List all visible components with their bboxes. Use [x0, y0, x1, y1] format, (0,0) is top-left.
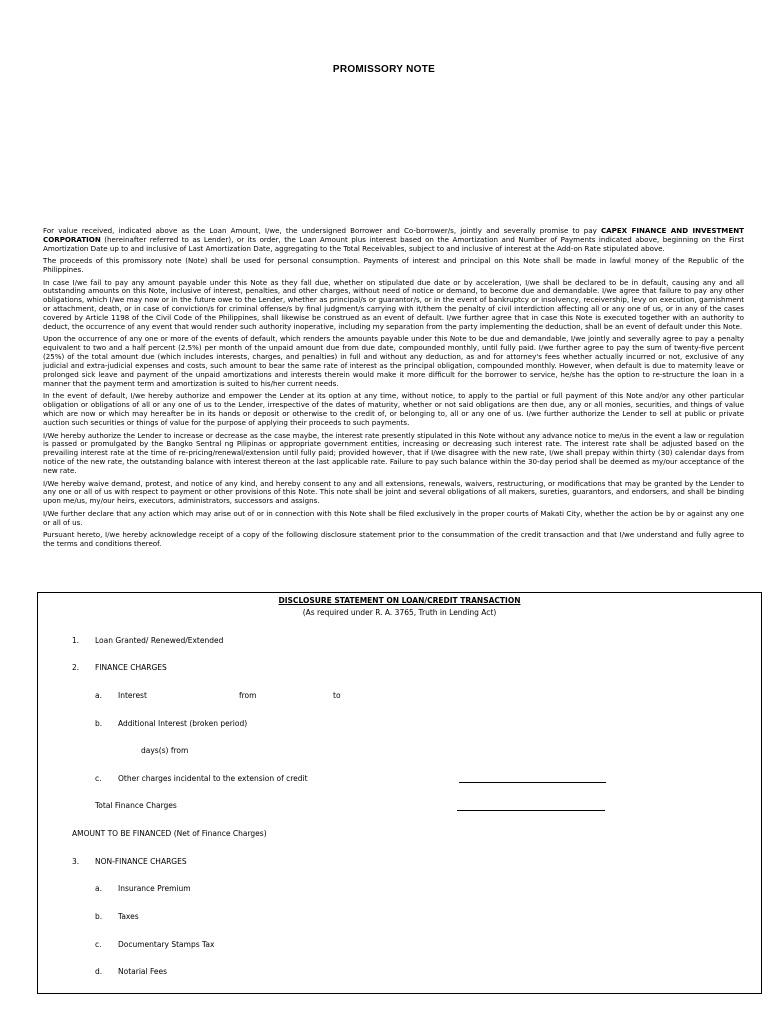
- other-charges-label: Other charges incidental to the extension of credit: [118, 774, 308, 783]
- interest-letter: a.: [95, 691, 102, 700]
- loan-granted-label: Loan Granted/ Renewed/Extended: [95, 636, 224, 645]
- interest-label: Interest: [118, 691, 147, 700]
- other-charges-letter: c.: [95, 774, 102, 783]
- other-charges-blank-line[interactable]: [459, 782, 606, 783]
- document-title: PROMISSORY NOTE: [332, 64, 436, 75]
- lender-name: CAPEX FINANCE AND INVESTMENT CORPORATION: [43, 226, 744, 244]
- paragraph-2: The proceeds of this promissory note (Note) shall be used for personal consumption. Payments of interest and principal on this Note shall be made in lawful money of the Republic of the Philippines.: [43, 256, 744, 275]
- paragraph-9: Pursuant hereto, I/we hereby acknowledge receipt of a copy of the following disclosure statement prior to the consummation of the credit transaction and that I/we understand and fully agree to the terms and conditions thereof.: [43, 530, 744, 548]
- disclosure-statement-box: [37, 592, 762, 994]
- documentary-stamps-letter: c.: [95, 940, 102, 949]
- interest-to-label: to: [333, 691, 341, 700]
- notarial-fees-letter: d.: [95, 967, 103, 976]
- item-2-number: 2.: [72, 663, 80, 672]
- paragraph-8: I/We further declare that any action which may arise out of or in connection with this Note shall be filed exclusively in the proper courts of Makati City, whether the action be by or against any one or all of us.: [43, 508, 744, 527]
- days-from-label: days(s) from: [141, 746, 189, 755]
- paragraph-4: Upon the occurrence of any one or more of the events of default, which renders the amounts payable under this Note to be due and demandable, I/we jointly and severally agree to pay a penalty equivalent to two and a half percent (2.5%) per month of the unpaid amount due from due date, compounded monthly, until fully paid. I/we further agree to pay the sum of twenty-five percent (25%) of the total amount due (which includes interests, charges, and penalties) in full and without any deduction, as and for attorney's fees whether actually incurred or not, exclusive of any judicial and extra-judicial expenses and costs, such amount to bear the same rate of interest as the principal obligation, compounded monthly. However, when default is due to maternity leave or prolonged sick leave and payment of the unpaid amortizations and interests therein would make it more difficult for the borrower to service, he/she has the option to re-structure the loan in a manner that the payment term and amortization is suited to his/her current needs.: [43, 334, 744, 388]
- additional-interest-letter: b.: [95, 719, 103, 728]
- paragraph-1-text-a: For value received, indicated above as the Loan Amount, I/we, the undersigned Borrower and Co-borrower/s, jointly and severally promise to pay: [43, 226, 601, 235]
- total-finance-charges-blank-line[interactable]: [457, 810, 605, 811]
- paragraph-1: [43, 227, 744, 254]
- disclosure-title: DISCLOSURE STATEMENT ON LOAN/CREDIT TRANSACTION: [278, 596, 521, 605]
- paragraph-7: I/We hereby waive demand, protest, and notice of any kind, and hereby consent to any and all extensions, renewals, waivers, restructuring, or modifications that may be granted by the Lender to any one or all of us with respect to payment or other provisions of this Note. This note shall be joint and several obligations of all makers, sureties, guarantors, and endorsers, and shall be binding upon me/us, my/our heirs, executors, administrators, successors and assigns.: [43, 478, 744, 506]
- paragraph-6: I/We hereby authorize the Lender to increase or decrease as the case maybe, the interest rate presently stipulated in this Note without any advance notice to me/us in the event a law or regulation is passed or promulgated by the Bangko Sentral ng Pilipinas or appropriate government entities, increasing or decreasing such interest rate. The interest rate shall be adjusted based on the prevailing interest rate at the time of re-pricing/renewal/extension until fully paid; provided however, that if I/we disagree with the new rate, I/we shall prepay within thirty (30) calendar days from notice of the new rate, the outstanding balance with interest thereon at the last applicable rate. Failure to pay such balance within the 30-day period shall be deemed as my/our acceptance of the new rate.: [43, 430, 744, 476]
- insurance-premium-letter: a.: [95, 884, 102, 893]
- disclosure-subtitle: (As required under R. A. 3765, Truth in Lending Act): [302, 608, 497, 617]
- total-finance-charges-label: Total Finance Charges: [95, 801, 177, 810]
- note-body: [43, 227, 744, 552]
- item-3-number: 3.: [72, 857, 80, 866]
- documentary-stamps-label: Documentary Stamps Tax: [118, 940, 215, 949]
- finance-charges-label: FINANCE CHARGES: [95, 663, 167, 672]
- notarial-fees-label: Notarial Fees: [118, 967, 168, 976]
- paragraph-5: In the event of default, I/we hereby authorize and empower the Lender at its option at any time, without notice, to apply to the partial or full payment of this Note and/or any other particular obligation or obligations of all or any one of us to the Lender, irrespective of the dates of maturity, whether or not said obligations are then due, any or all monies, securities, and things of value which are now or which may hereafter be in its hands or deposit or otherwise to the credit of, or belonging to, all or any one of us. I/we further authorize the Lender to sell at public or private auction such securities or things of value for the purpose of applying their proceeds to such payments.: [43, 391, 744, 428]
- paragraph-1-text-b: (hereinafter referred to as Lender), or its order, the Loan Amount plus interest based on the Amortization and Number of Payments indicated above, beginning on the First Amortization Date up to and inclusive of Last Amortization Date, aggregating to the Total Receivables, subject to and inclusive of interest at the Add-on Rate stipulated above.: [43, 234, 744, 253]
- paragraph-3: In case I/we fail to pay any amount payable under this Note as they fall due, whether on stipulated due date or by acceleration, I/we shall be declared to be in default, causing any and all outstanding amounts on this Note, inclusive of interest, penalties, and other charges, without need of notice or demand, to become due and demandable. I/we agree that failure to pay any other obligations, which I/we may now or in the future owe to the Lender, whether as principal/s or guarantor/s, or in the event of bankruptcy or insolvency, receivership, levy on execution, garnishment or attachment, death, or in case of conviction/s for criminal offense/s by final judgment/s carrying with it/them the penalty of civil interdiction affecting all or any one of us, or in any of the cases covered by Article 1198 of the Civil Code of the Philippines, shall likewise be construed as an event of default. I/we further agree that in case this Note is executed together with an authority to deduct, the occurrence of any event that would render such authority inoperative, including my separation from the party implementing the deduction, shall be an event of default under this Note.: [43, 277, 744, 332]
- interest-from-label: from: [239, 691, 257, 700]
- item-1-number: 1.: [72, 636, 80, 645]
- taxes-label: Taxes: [118, 912, 139, 921]
- amount-to-be-financed-label: AMOUNT TO BE FINANCED (Net of Finance Charges): [72, 829, 267, 838]
- taxes-letter: b.: [95, 912, 103, 921]
- non-finance-charges-label: NON-FINANCE CHARGES: [95, 857, 187, 866]
- additional-interest-label: Additional Interest (broken period): [118, 719, 248, 728]
- insurance-premium-label: Insurance Premium: [118, 884, 191, 893]
